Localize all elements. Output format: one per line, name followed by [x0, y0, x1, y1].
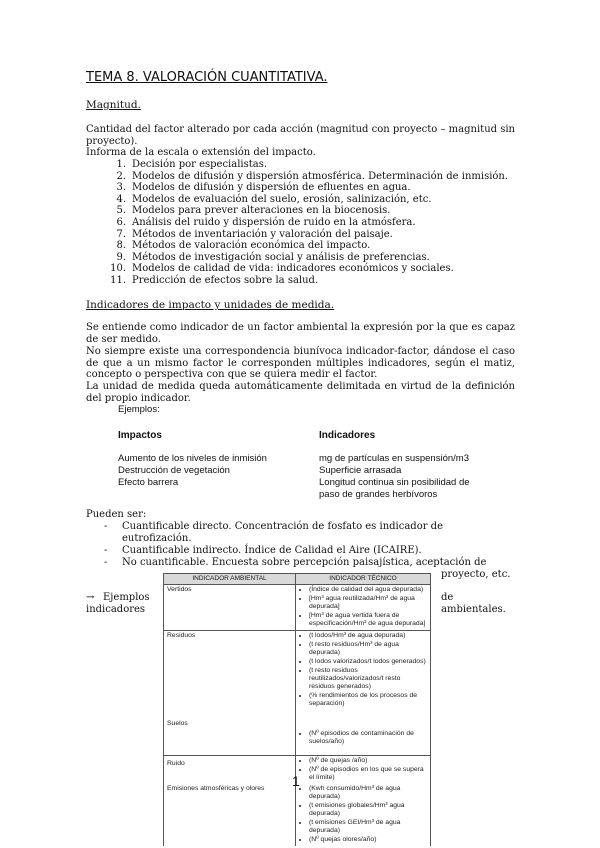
text-fragment: de — [441, 592, 454, 603]
ejemplo-indicador-continuation: paso de grandes herbívoros — [319, 489, 438, 500]
ejemplos-label: Ejemplos: — [118, 404, 160, 415]
list-item: - Cuantificable directo. Concentración de fosfato es indicador de — [104, 521, 443, 532]
list-item: • [Hm³ agua reutilizada/Hm³ de agua depurada] — [309, 595, 427, 611]
list-item: • (t emisiones GEI/Hm³ de agua depurada) — [309, 819, 427, 835]
ejemplo-indicador: mg de partículas en suspensión/m3 — [319, 453, 469, 464]
table-cell: Emisiones atmosféricas y olores — [164, 784, 296, 846]
list-item: 8. Métodos de valoración económica del impacto. — [116, 240, 371, 252]
table-cell: Residuos — [164, 631, 296, 711]
list-item: • (Nº episodios de contaminación de suelos/año) — [309, 730, 427, 746]
list-item: • (t lodos/Hm³ de agua depurada) — [309, 632, 427, 640]
page-title: TEMA 8. VALORACIÓN CUANTITATIVA. — [86, 70, 328, 85]
table-row — [164, 784, 431, 846]
list-item: • (Índice de calidad del agua depurada) — [309, 586, 427, 594]
list-item: - No cuantificable. Encuesta sobre percepción paisajística, aceptación de — [104, 557, 487, 568]
pueden-ser-label: Pueden ser: — [86, 509, 147, 520]
arrow-icon: → — [86, 592, 95, 603]
ejemplo-indicador: Longitud continua sin posibilidad de — [319, 477, 470, 488]
list-item: 11. Predicción de efectos sobre la salud. — [110, 274, 319, 286]
magnitud-intro: Informa de la escala o extensión del impacto. — [86, 147, 316, 158]
list-item: 7. Métodos de inventariación y valoración del paisaje. — [116, 228, 393, 240]
list-item: • [Hm³ de agua vertida fuera de especificación/Hm³ de agua depurada] — [309, 612, 427, 628]
list-item: • (Nº quejas olores/año) — [309, 836, 427, 844]
table-header: INDICADOR AMBIENTAL — [164, 574, 296, 585]
text-fragment: ambientales. — [441, 604, 506, 615]
section-heading-magnitud: Magnitud. — [86, 99, 141, 111]
indicadores-paragraph-3: La unidad de medida queda automáticamente delimitada en virtud de la definición del propio indicador. — [86, 381, 515, 404]
list-item: • (% rendimientos de los procesos de separación) — [309, 692, 427, 708]
list-item: • (t resto residuos/Hm³ de agua depurada) — [309, 641, 427, 657]
table-cell — [296, 710, 431, 756]
table-cell: Suelos — [164, 710, 296, 756]
list-item: 2. Modelos de difusión y dispersión atmosférica. Determinación de inmisión. — [116, 170, 509, 182]
table-cell — [296, 585, 431, 631]
table-row — [164, 710, 431, 756]
table-cell — [296, 784, 431, 846]
table-cell — [296, 756, 431, 785]
list-item: 9. Métodos de investigación social y análisis de preferencias. — [116, 251, 430, 263]
list-item: 5. Modelos para prever alteraciones en la biocenosis. — [116, 205, 391, 217]
table-row — [164, 631, 431, 711]
text-fragment: indicadores — [86, 604, 146, 615]
list-item: • (Nº de quejas /año) — [309, 757, 427, 765]
text-fragment: Ejemplos — [103, 592, 150, 603]
table-header: INDICADOR TÉCNICO — [296, 574, 431, 585]
ejemplo-impacto: Destrucción de vegetación — [118, 465, 230, 476]
table-cell — [296, 631, 431, 711]
list-item: 1. Decisión por especialistas. — [116, 159, 268, 170]
ejemplo-impacto: Aumento de los niveles de inmisión — [118, 453, 267, 464]
magnitud-paragraph: Cantidad del factor alterado por cada acción (magnitud con proyecto – magnitud sin proyecto). — [86, 124, 515, 147]
list-item: 10. Modelos de calidad de vida: indicadores económicos y sociales. — [110, 263, 454, 275]
list-item-continuation: eutrofización. — [122, 533, 192, 544]
ejemplos-col2-header: Indicadores — [319, 430, 376, 441]
text-fragment: proyecto, etc. — [441, 569, 511, 580]
page-number: 1 — [292, 773, 300, 789]
ejemplo-indicador: Superficie arrasada — [319, 465, 402, 476]
list-item: • (Nº de episodios en los que se supera el límite) — [309, 766, 427, 782]
ejemplo-impacto: Efecto barrera — [118, 477, 179, 488]
indicadores-paragraph-1: Se entiende como indicador de un factor ambiental la expresión por la que es capaz de ser medido. — [86, 322, 515, 345]
methods-list — [100, 159, 508, 287]
list-item: 6. Análisis del ruido y dispersión de ruido en la atmósfera. — [116, 216, 416, 228]
list-item: • (t resto residuos reutilizados/valorizados/t resto residuos generados) — [309, 667, 427, 691]
list-item: 3. Modelos de difusión y dispersión de efluentes en agua. — [116, 182, 411, 194]
table-cell: Vertidos — [164, 585, 296, 631]
list-item: • (t emisiones globales/Hm³ agua depurada) — [309, 802, 427, 818]
table-row — [164, 585, 431, 631]
list-item: • (t lodos valorizados/t lodos generados) — [309, 658, 427, 666]
list-item: - Cuantificable indirecto. Índice de Calidad el Aire (ICAIRE). — [104, 545, 422, 556]
section-heading-indicadores: Indicadores de impacto y unidades de medida. — [86, 299, 335, 311]
list-item: • (Kwh consumido/Hm³ de agua depurada) — [309, 785, 427, 801]
table-cell: Ruido — [164, 756, 296, 785]
list-item: 4. Modelos de evaluación del suelo, erosión, salinización, etc. — [116, 193, 432, 205]
indicators-table — [163, 573, 431, 846]
indicadores-paragraph-2: No siempre existe una correspondencia biunívoca indicador-factor, dándose el caso de que a un mismo factor le corresponden múltiples indicadores, según el matiz, concepto o perspectiva con que se quiera medir el factor. — [86, 346, 515, 381]
ejemplos-col1-header: Impactos — [118, 430, 162, 441]
